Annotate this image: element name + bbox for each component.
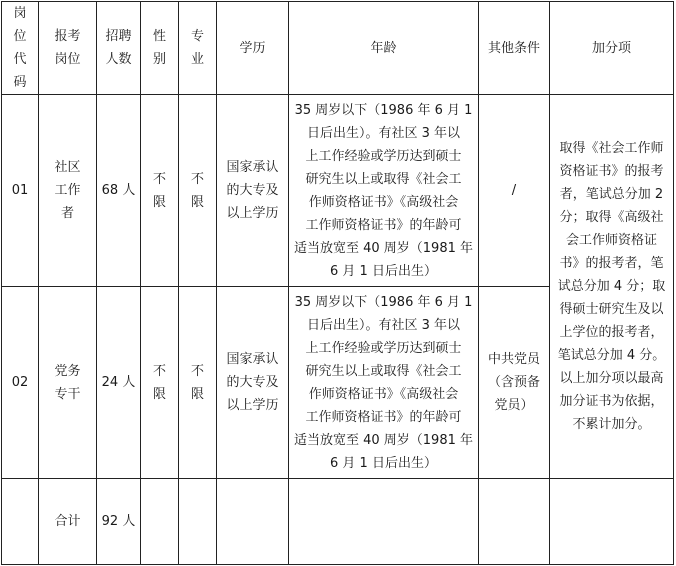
header-post (39, 2, 97, 95)
text-line: 加分证书为依据， (559, 394, 664, 409)
text-line: / (511, 183, 517, 198)
text-line: （含预备 (487, 375, 540, 390)
text-line: 位 (13, 29, 27, 44)
table-row (2, 95, 674, 287)
text-line: 报考 (54, 29, 81, 44)
text-line: 国家承认 (226, 352, 279, 367)
row-code: 01 (2, 95, 39, 287)
row-age (289, 287, 479, 479)
text-line: 性 (152, 29, 166, 44)
row-education (217, 287, 289, 479)
text-line: 以上学历 (226, 398, 279, 413)
text-line: 专干 (54, 386, 81, 402)
text-line: 者，笔试总分加 2 (559, 187, 664, 202)
text-line: 限 (152, 194, 166, 210)
total-code (2, 479, 39, 565)
text-line: 不 (190, 171, 204, 187)
text-line: 会工作师资格证 (565, 233, 657, 248)
text-line: 得硕士研究生及以 (559, 302, 664, 317)
text-line: 岗 (13, 6, 27, 21)
header-bonus: 加分项 (550, 2, 674, 95)
text-line: 日后出生）。有社区 3 年以 (306, 317, 461, 333)
total-count: 92 人 (97, 479, 141, 565)
row-age (289, 95, 479, 287)
row-post (39, 95, 97, 287)
text-line: 的大专及 (226, 183, 279, 198)
recruitment-table (1, 1, 674, 565)
row-other (479, 95, 550, 287)
header-code (2, 2, 39, 95)
text-line: 上学位的报考者， (559, 325, 664, 340)
text-line: 工作师资格证书》的年龄可 (305, 217, 462, 233)
total-major (179, 479, 217, 565)
total-bonus (550, 479, 674, 565)
text-line: 研究生以上或取得《社会工 (305, 363, 462, 379)
text-line: 工作 (54, 183, 81, 198)
text-line: 国家承认 (226, 160, 279, 175)
text-line: 适当放宽至 40 周岁（1981 年 (293, 240, 474, 256)
text-line: 试总分加 4 分；取 (557, 279, 666, 294)
text-line: 限 (190, 194, 204, 210)
header-other: 其他条件 (479, 2, 550, 95)
text-line: 限 (190, 386, 204, 402)
row-gender (141, 287, 179, 479)
text-line: 的大专及 (226, 375, 279, 390)
text-line: 工作师资格证书》的年龄可 (305, 409, 462, 425)
total-other (479, 479, 550, 565)
text-line: 笔试总分加 4 分。 (557, 348, 666, 363)
row-post (39, 287, 97, 479)
text-line: 人数 (105, 52, 132, 67)
text-line: 适当放宽至 40 周岁（1981 年 (293, 432, 474, 448)
row-major (179, 95, 217, 287)
text-line: 研究生以上或取得《社会工 (305, 171, 462, 187)
total-age (289, 479, 479, 565)
text-line: 党务 (54, 363, 81, 379)
text-line: 专 (190, 29, 204, 44)
text-line: 作师资格证书》《高级社会 (308, 386, 459, 402)
header-row (2, 2, 674, 95)
total-gender (141, 479, 179, 565)
text-line: 业 (190, 52, 204, 67)
text-line: 以上加分项以最高 (559, 371, 664, 386)
row-count: 24 人 (97, 287, 141, 479)
text-line: 上工作经验或学历达到硕士 (305, 148, 462, 164)
text-line: 不 (190, 363, 204, 379)
text-line: 35 周岁以下（1986 年 6 月 1 (294, 294, 473, 310)
text-line: 日后出生）。有社区 3 年以 (306, 125, 461, 141)
header-gender (141, 2, 179, 95)
header-age: 年龄 (289, 2, 479, 95)
text-line: 社区 (54, 160, 81, 175)
row-education (217, 95, 289, 287)
total-label: 合计 (39, 479, 97, 565)
row-count: 68 人 (97, 95, 141, 287)
text-line: 岗位 (54, 52, 81, 67)
row-gender (141, 95, 179, 287)
text-line: 码 (13, 75, 27, 90)
text-line: 资格证书》的报考 (559, 164, 664, 179)
text-line: 书》的报考者，笔 (559, 256, 664, 271)
text-line: 不 (152, 363, 166, 379)
header-count (97, 2, 141, 95)
text-line: 不累计加分。 (572, 417, 651, 432)
text-line: 分；取得《高级社 (559, 210, 664, 225)
bonus-cell (550, 95, 674, 479)
text-line: 上工作经验或学历达到硕士 (305, 340, 462, 356)
row-other (479, 287, 550, 479)
text-line: 35 周岁以下（1986 年 6 月 1 (294, 102, 473, 118)
text-line: 者 (60, 206, 74, 221)
total-row (2, 479, 674, 565)
row-code: 02 (2, 287, 39, 479)
text-line: 别 (152, 52, 166, 67)
text-line: 取得《社会工作师 (559, 141, 664, 156)
text-line: 以上学历 (226, 206, 279, 221)
total-education (217, 479, 289, 565)
text-line: 党员） (494, 398, 534, 413)
text-line: 中共党员 (487, 352, 540, 367)
header-major (179, 2, 217, 95)
header-education: 学历 (217, 2, 289, 95)
text-line: 限 (152, 386, 166, 402)
text-line: 作师资格证书》《高级社会 (308, 194, 459, 210)
text-line: 代 (13, 52, 27, 67)
text-line: 6 月 1 日后出生） (330, 263, 437, 279)
text-line: 招聘 (105, 29, 132, 44)
text-line: 6 月 1 日后出生） (330, 455, 437, 471)
row-major (179, 287, 217, 479)
text-line: 不 (152, 171, 166, 187)
